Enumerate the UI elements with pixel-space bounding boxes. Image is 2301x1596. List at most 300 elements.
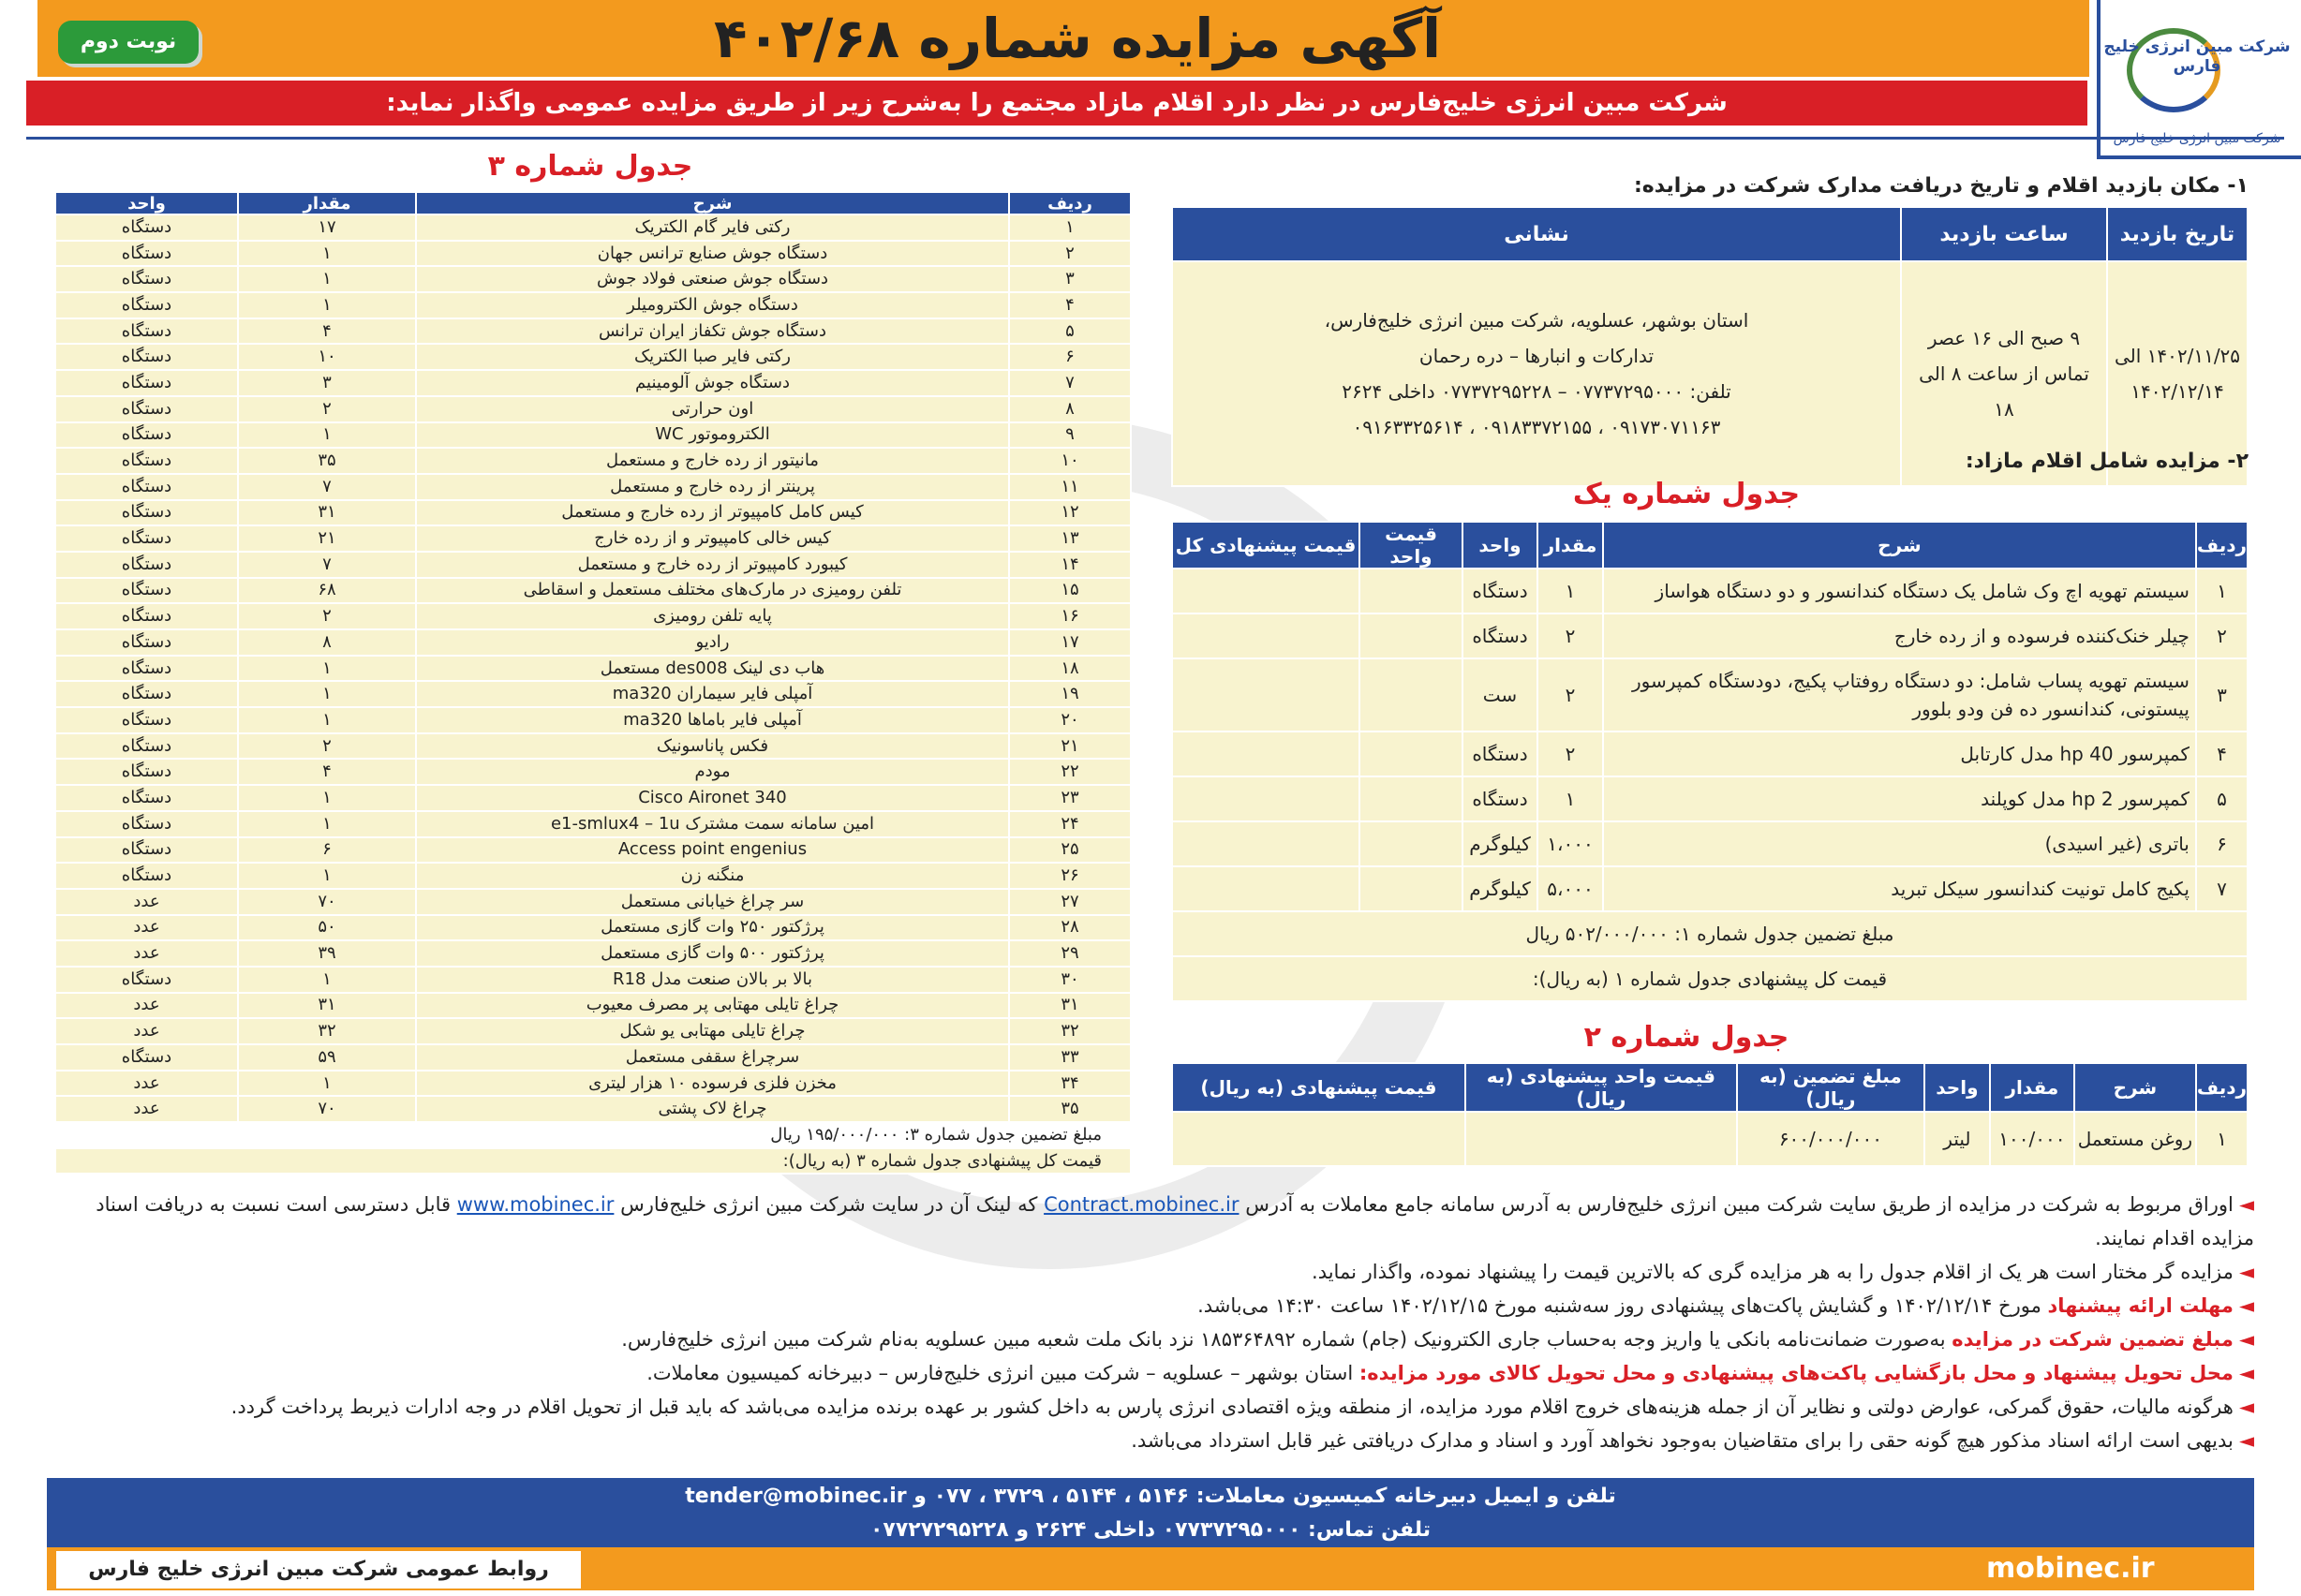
- table-row: [55, 552, 1131, 578]
- unit-price-cell: [1359, 821, 1462, 866]
- address-line: تدارکات و انبارها – دره رحمان: [1418, 345, 1655, 367]
- item-description: چیلر خنک‌کننده فرسوده و از رده خارج: [1603, 613, 2196, 658]
- table-row: [1172, 776, 2248, 821]
- item-quantity: ۱: [238, 681, 416, 707]
- table3-total-label: قیمت کل پیشنهادی جدول شماره ۳ (به ریال):: [55, 1148, 1131, 1175]
- total-price-cell: [1172, 732, 1359, 776]
- t2-header-unit-price: قیمت واحد پیشنهادی (به ریال): [1465, 1063, 1737, 1112]
- item-quantity: ۶: [238, 837, 416, 864]
- table-row: [55, 993, 1131, 1019]
- subtitle-bar: شرکت مبین انرژی خلیج‌فارس در نظر دارد اقلام مازاد مجتمع را به‌شرح زیر از طریق مزایده عمومی واگذار نماید:: [26, 81, 2087, 126]
- t3-header-row: ردیف: [1009, 192, 1131, 214]
- item-quantity: ۱: [238, 967, 416, 993]
- item-description: مودم: [416, 759, 1009, 785]
- item-unit: دستگاه: [55, 370, 238, 396]
- table-row: [55, 837, 1131, 864]
- divider: [26, 137, 2284, 140]
- table3: [54, 191, 1132, 1175]
- section2-title: ۲- مزایده شامل اقلام مازاد:: [1965, 450, 2249, 473]
- table1-heading: جدول شماره یک: [1572, 478, 1801, 510]
- item-quantity: ۱: [238, 1071, 416, 1097]
- item-unit: دستگاه: [55, 656, 238, 682]
- row-number: ۶: [1009, 344, 1131, 370]
- t2-cell-desc: روغن مستعمل: [2074, 1112, 2196, 1166]
- table-row: [55, 785, 1131, 811]
- item-description: آمپلی فایر سیماران ma320: [416, 681, 1009, 707]
- item-quantity: ۲: [1537, 658, 1603, 732]
- t2-header-desc: شرح: [2074, 1063, 2196, 1112]
- table-row: [55, 396, 1131, 422]
- row-number: ۱۴: [1009, 552, 1131, 578]
- table-row: [55, 915, 1131, 941]
- note-text: هرگونه مالیات، حقوق گمرکی، عوارض دولتی و نظایر آن از جمله هزینه‌های خروج اقلام مورد مزایده، از منطقه ویژه اقتصادی انرژی پارس به داخل کشور بر عهده برنده مزایده می‌باشد که باید قبل از تحویل اقلام در وجه ادارات ذیربط پرداخت گردد.: [230, 1396, 2234, 1418]
- row-number: ۷: [1009, 370, 1131, 396]
- bullet-icon: ◄: [2238, 1193, 2254, 1216]
- t1-header-desc: شرح: [1603, 522, 2196, 569]
- table-row: [55, 1018, 1131, 1044]
- table3-heading: جدول شماره ۳: [487, 150, 693, 183]
- row-number: ۱۷: [1009, 629, 1131, 656]
- item-unit: دستگاه: [1462, 732, 1537, 776]
- item-description: پرژکتور ۵۰۰ وات گازی مستعمل: [416, 940, 1009, 967]
- item-unit: کیلوگرم: [1462, 866, 1537, 911]
- table-row: [55, 318, 1131, 345]
- item-description: سیستم تهویه اچ وک شامل یک دستگاه کندانسور و دو دستگاه هواساز: [1603, 569, 2196, 613]
- table-row: [55, 1044, 1131, 1071]
- row-number: ۲۰: [1009, 707, 1131, 733]
- row-number: ۳: [1009, 266, 1131, 292]
- table-row: [55, 811, 1131, 837]
- item-unit: دستگاه: [55, 500, 238, 526]
- footer-website[interactable]: mobinec.ir: [1986, 1552, 2155, 1585]
- note-text: بدیهی است ارائه اسناد مذکور هیچ گونه حقی را برای متقاضیان به‌وجود نخواهد آورد و اسناد و مدارک دریافتی غیر قابل استرداد می‌باشد.: [1131, 1429, 2234, 1452]
- t2-cell-qty: ۱۰۰/۰۰۰: [1990, 1112, 2074, 1166]
- row-number: ۳: [2196, 658, 2248, 732]
- t2-header-qty: مقدار: [1990, 1063, 2074, 1112]
- row-number: ۲: [2196, 613, 2248, 658]
- table-row: [55, 733, 1131, 760]
- bullet-icon: ◄: [2238, 1294, 2254, 1317]
- item-quantity: ۷: [238, 474, 416, 500]
- item-description: منگنه زن: [416, 863, 1009, 889]
- row-number: ۲۸: [1009, 915, 1131, 941]
- item-unit: دستگاه: [55, 292, 238, 318]
- bullet-icon: ◄: [2238, 1261, 2254, 1283]
- item-description: اون حرارتی: [416, 396, 1009, 422]
- item-quantity: ۱: [238, 241, 416, 267]
- t3-header-qty: مقدار: [238, 192, 416, 214]
- item-description: کمپرسور hp 2 مدل کوپلند: [1603, 776, 2196, 821]
- row-number: ۱۸: [1009, 656, 1131, 682]
- item-description: رکتی فایر صبا الکتریک: [416, 344, 1009, 370]
- item-description: هاب دی لینک des008 مستعمل: [416, 656, 1009, 682]
- item-unit: دستگاه: [55, 474, 238, 500]
- item-unit: دستگاه: [55, 1044, 238, 1071]
- table-row: [55, 759, 1131, 785]
- item-quantity: ۳: [238, 370, 416, 396]
- row-number: ۲۳: [1009, 785, 1131, 811]
- item-unit: دستگاه: [55, 967, 238, 993]
- note-taxes: [47, 1390, 2254, 1424]
- item-unit: دستگاه: [1462, 569, 1537, 613]
- item-quantity: ۷۰: [238, 889, 416, 915]
- item-description: سیستم تهویه پساب شامل: دو دستگاه روفتاپ پکیج، دودستگاه کمپرسور پیستونی، کندانسور ده فن ودو بلوور: [1603, 658, 2196, 732]
- row-number: ۱۶: [1009, 603, 1131, 629]
- item-description: سر چراغ خیابانی مستعمل: [416, 889, 1009, 915]
- visit-time: ۹ صبح الی ۱۶ عصر تماس از ساعت ۸ الی ۱۸: [1901, 261, 2107, 486]
- item-description: Cisco Aironet 340: [416, 785, 1009, 811]
- item-description: بالا بر بالان صنعت مدل R18: [416, 967, 1009, 993]
- item-description: Access point engenius: [416, 837, 1009, 864]
- notes: [47, 1188, 2254, 1457]
- item-description: دستگاه جوش صنعتی فولاد جوش: [416, 266, 1009, 292]
- item-quantity: ۵،۰۰۰: [1537, 866, 1603, 911]
- table1-total-label: قیمت کل پیشنهادی جدول شماره ۱ (به ریال):: [1172, 956, 2248, 1001]
- item-unit: دستگاه: [55, 681, 238, 707]
- table-row: [55, 940, 1131, 967]
- item-quantity: ۷: [238, 552, 416, 578]
- item-quantity: ۱: [238, 656, 416, 682]
- row-number: ۲۱: [1009, 733, 1131, 760]
- table-row: [55, 967, 1131, 993]
- item-unit: دستگاه: [55, 525, 238, 552]
- row-number: ۱: [2196, 569, 2248, 613]
- row-number: ۳۵: [1009, 1096, 1131, 1122]
- item-description: کمپرسور hp 40 مدل کارتابل: [1603, 732, 2196, 776]
- note-no-rights: [47, 1424, 2254, 1457]
- table-row: [55, 629, 1131, 656]
- item-unit: دستگاه: [55, 266, 238, 292]
- table-row: [55, 266, 1131, 292]
- item-quantity: ۱: [238, 707, 416, 733]
- note-text: مورخ ۱۴۰۲/۱۲/۱۴ و گشایش پاکت‌های پیشنهادی روز سه‌شنبه مورخ ۱۴۰۲/۱۲/۱۵ ساعت ۱۴:۳۰ می‌باشد.: [1197, 1294, 2041, 1317]
- table-row: [55, 448, 1131, 474]
- item-unit: دستگاه: [55, 552, 238, 578]
- table-row: [55, 474, 1131, 500]
- address-line: تلفن: ۰۷۷۳۷۲۹۵۰۰۰ – ۰۷۷۳۷۲۹۵۲۲۸ داخلی ۲۶۲۴: [1342, 380, 1731, 403]
- item-unit: عدد: [55, 889, 238, 915]
- item-unit: دستگاه: [55, 759, 238, 785]
- item-description: مانیتور از رده خارج و مستعمل: [416, 448, 1009, 474]
- item-description: پرژکتور ۲۵۰ وات گازی مستعمل: [416, 915, 1009, 941]
- bullet-icon: ◄: [2238, 1396, 2254, 1418]
- table-row: [55, 578, 1131, 604]
- section1-title: ۱- مکان بازدید اقلام و تاریخ دریافت مدارک شرکت در مزایده:: [1633, 174, 2249, 198]
- table-row: [1172, 732, 2248, 776]
- note-text: استان بوشهر – عسلویه – شرکت مبین انرژی خلیج‌فارس – دبیرخانه کمیسیون معاملات.: [646, 1362, 1354, 1384]
- t2-header-unit: واحد: [1924, 1063, 1990, 1112]
- item-quantity: ۱: [238, 266, 416, 292]
- t1-header-unit-price: قیمت واحد: [1359, 522, 1462, 569]
- note-label: مبلغ تضمین شرکت در مزایده: [1952, 1328, 2234, 1351]
- row-number: ۳۱: [1009, 993, 1131, 1019]
- t2-header-total-price: قیمت پیشنهادی (به ریال): [1172, 1063, 1465, 1112]
- item-quantity: ۲: [238, 733, 416, 760]
- header-address: نشانی: [1172, 207, 1901, 261]
- unit-price-cell: [1359, 658, 1462, 732]
- t3-header-desc: شرح: [416, 192, 1009, 214]
- note-selection: [47, 1255, 2254, 1289]
- item-description: مخزن فلزی فرسوده ۱۰ هزار لیتری: [416, 1071, 1009, 1097]
- item-quantity: ۲: [1537, 613, 1603, 658]
- table-row: [55, 214, 1131, 241]
- item-quantity: ۱: [238, 422, 416, 449]
- note-label: محل تحویل پیشنهاد و محل بازگشایی پاکت‌های پیشنهادی و محل تحویل کالای مورد مزایده:: [1358, 1362, 2234, 1384]
- item-unit: عدد: [55, 993, 238, 1019]
- item-quantity: ۷۰: [238, 1096, 416, 1122]
- item-unit: ست: [1462, 658, 1537, 732]
- item-quantity: ۱۷: [238, 214, 416, 241]
- item-description: باتری (غیر اسیدی): [1603, 821, 2196, 866]
- row-number: ۱۱: [1009, 474, 1131, 500]
- table-row: [55, 681, 1131, 707]
- item-quantity: ۴: [238, 318, 416, 345]
- note-delivery: [47, 1356, 2254, 1390]
- item-quantity: ۳۵: [238, 448, 416, 474]
- row-number: ۱۹: [1009, 681, 1131, 707]
- table2: [1171, 1062, 2249, 1167]
- item-unit: دستگاه: [55, 733, 238, 760]
- contract-link[interactable]: Contract.mobinec.ir: [1044, 1193, 1240, 1216]
- table-row: [55, 863, 1131, 889]
- table-row: [1172, 821, 2248, 866]
- t2-cell-unit: لیتر: [1924, 1112, 1990, 1166]
- row-number: ۲۵: [1009, 837, 1131, 864]
- table2-heading: جدول شماره ۲: [1583, 1021, 1789, 1054]
- item-quantity: ۱: [1537, 569, 1603, 613]
- t1-header-row: ردیف: [2196, 522, 2248, 569]
- note-label: مهلت ارائه پیشنهاد: [2047, 1294, 2234, 1317]
- item-description: پکیج کامل تونیت کندانسور سیکل تبرید: [1603, 866, 2196, 911]
- item-unit: عدد: [55, 1096, 238, 1122]
- note-documents: [47, 1188, 2254, 1255]
- item-description: الکتروموتور WC: [416, 422, 1009, 449]
- table-row: [55, 292, 1131, 318]
- item-quantity: ۲۱: [238, 525, 416, 552]
- item-description: کیس خالی کامپیوتر و از رده خارج: [416, 525, 1009, 552]
- unit-price-cell: [1359, 613, 1462, 658]
- table-row: [55, 344, 1131, 370]
- table-row: [55, 707, 1131, 733]
- t2-cell-unit-price: [1465, 1112, 1737, 1166]
- note-text: قابل دسترسی است نسبت به دریافت اسناد مزایده اقدام نمایند.: [96, 1193, 2254, 1249]
- item-unit: دستگاه: [1462, 776, 1537, 821]
- item-quantity: ۱: [238, 292, 416, 318]
- item-unit: دستگاه: [55, 448, 238, 474]
- table-row: [55, 241, 1131, 267]
- item-description: چراغ تایلی مهتابی یو شکل: [416, 1018, 1009, 1044]
- table-row: [1172, 658, 2248, 732]
- table-row: [55, 370, 1131, 396]
- item-description: فکس پاناسونیک: [416, 733, 1009, 760]
- item-unit: دستگاه: [55, 578, 238, 604]
- item-quantity: ۴: [238, 759, 416, 785]
- item-quantity: ۱: [238, 811, 416, 837]
- bullet-icon: ◄: [2238, 1429, 2254, 1452]
- item-unit: عدد: [55, 915, 238, 941]
- item-unit: دستگاه: [55, 785, 238, 811]
- item-description: چراغ تایلی مهتابی پر مصرف معیوب: [416, 993, 1009, 1019]
- total-price-cell: [1172, 613, 1359, 658]
- item-description: رکتی فایر گام الکتریک: [416, 214, 1009, 241]
- t2-header-guarantee: مبلغ تضمین (به ریال): [1737, 1063, 1924, 1112]
- table-row: [1172, 613, 2248, 658]
- item-quantity: ۱: [1537, 776, 1603, 821]
- bullet-icon: ◄: [2238, 1328, 2254, 1351]
- visit-date: ۱۴۰۲/۱۱/۲۵ الی ۱۴۰۲/۱۲/۱۴: [2107, 261, 2248, 486]
- row-number: ۱: [1009, 214, 1131, 241]
- item-unit: دستگاه: [55, 837, 238, 864]
- item-quantity: ۶۸: [238, 578, 416, 604]
- item-unit: دستگاه: [55, 318, 238, 345]
- item-description: دستگاه جوش الکترومیلر: [416, 292, 1009, 318]
- item-unit: دستگاه: [55, 344, 238, 370]
- item-unit: دستگاه: [1462, 613, 1537, 658]
- header-visit-date: تاریخ بازدید: [2107, 207, 2248, 261]
- row-number: ۴: [1009, 292, 1131, 318]
- total-price-cell: [1172, 776, 1359, 821]
- item-description: دستگاه جوش صنایع ترانس جهان: [416, 241, 1009, 267]
- row-number: ۲۲: [1009, 759, 1131, 785]
- row-number: ۸: [1009, 396, 1131, 422]
- item-unit: دستگاه: [55, 629, 238, 656]
- item-unit: عدد: [55, 1018, 238, 1044]
- item-quantity: ۱: [238, 785, 416, 811]
- item-description: آمپلی فایر باماها ma320: [416, 707, 1009, 733]
- row-number: ۲۷: [1009, 889, 1131, 915]
- t1-header-qty: مقدار: [1537, 522, 1603, 569]
- row-number: ۲: [1009, 241, 1131, 267]
- note-text: مزایده گر مختار است هر یک از اقلام جدول را به هر مزایده گری که بالاترین قیمت را پیشنهاد نموده، واگذار نماید.: [1312, 1261, 2234, 1283]
- t1-header-total-price: قیمت پیشنهادی کل: [1172, 522, 1359, 569]
- item-unit: دستگاه: [55, 863, 238, 889]
- unit-price-cell: [1359, 776, 1462, 821]
- row-number: ۲۹: [1009, 940, 1131, 967]
- item-unit: دستگاه: [55, 707, 238, 733]
- note-deadline: [47, 1289, 2254, 1323]
- table-row: [55, 500, 1131, 526]
- t1-header-unit: واحد: [1462, 522, 1537, 569]
- item-quantity: ۵۰: [238, 915, 416, 941]
- item-quantity: ۲: [238, 603, 416, 629]
- bullet-icon: ◄: [2238, 1362, 2254, 1384]
- row-number: ۲۴: [1009, 811, 1131, 837]
- table-row: [55, 656, 1131, 682]
- item-quantity: ۳۹: [238, 940, 416, 967]
- item-unit: دستگاه: [55, 603, 238, 629]
- item-quantity: ۳۱: [238, 500, 416, 526]
- public-relations-label: روابط عمومی شرکت مبین انرژی خلیج فارس: [56, 1551, 581, 1589]
- item-quantity: ۸: [238, 629, 416, 656]
- row-number: ۱۰: [1009, 448, 1131, 474]
- row-number: ۹: [1009, 422, 1131, 449]
- table3-guarantee: مبلغ تضمین جدول شماره ۳: ۱۹۵/۰۰۰/۰۰۰ ریال: [55, 1122, 1131, 1148]
- address-line: استان بوشهر، عسلویه، شرکت مبین انرژی خلیج‌فارس،: [1324, 309, 1749, 332]
- address-line: ۰۹۱۷۳۰۷۱۱۶۳ ، ۰۹۱۸۳۳۷۲۱۵۵ ، ۰۹۱۶۳۳۲۵۶۱۴: [1352, 416, 1721, 438]
- total-price-cell: [1172, 569, 1359, 613]
- item-description: دستگاه جوش تکفاز ایران ترانس: [416, 318, 1009, 345]
- item-description: پایه تلفن رومیزی: [416, 603, 1009, 629]
- row-number: ۳۴: [1009, 1071, 1131, 1097]
- item-description: تلفن رومیزی در مارک‌های مختلف مستعمل و اسقاطی: [416, 578, 1009, 604]
- item-unit: دستگاه: [55, 241, 238, 267]
- item-description: کیبورد کامپیوتر از رده خارج و مستعمل: [416, 552, 1009, 578]
- table-row: [55, 422, 1131, 449]
- unit-price-cell: [1359, 732, 1462, 776]
- item-unit: دستگاه: [55, 396, 238, 422]
- footer-line-email: تلفن و ایمیل دبیرخانه کمیسیون معاملات: ۵۱۴۶ ، ۵۱۴۴ ، ۳۷۲۹ ، ۰۷۷ و tender@mobinec.ir: [685, 1485, 1616, 1508]
- table-row: [55, 525, 1131, 552]
- row-number: ۴: [2196, 732, 2248, 776]
- item-unit: عدد: [55, 1071, 238, 1097]
- item-description: پرینتر از رده خارج و مستعمل: [416, 474, 1009, 500]
- item-unit: کیلوگرم: [1462, 821, 1537, 866]
- row-number: ۳۲: [1009, 1018, 1131, 1044]
- item-unit: دستگاه: [55, 214, 238, 241]
- item-unit: دستگاه: [55, 422, 238, 449]
- footer-line-phone: تلفن تماس: ۰۷۷۳۷۲۹۵۰۰۰ داخلی ۲۶۲۴ و ۰۷۷۲۷۲۹۵۲۲۸: [869, 1518, 1432, 1542]
- total-price-cell: [1172, 821, 1359, 866]
- row-number: ۵: [2196, 776, 2248, 821]
- item-description: دستگاه جوش آلومینیم: [416, 370, 1009, 396]
- website-link[interactable]: www.mobinec.ir: [456, 1193, 615, 1216]
- t2-cell-row: ۱: [2196, 1112, 2248, 1166]
- row-number: ۱۲: [1009, 500, 1131, 526]
- note-text: به‌صورت ضمانت‌نامه بانکی یا واریز وجه به‌حساب جاری الکترونیک (جام) شماره ۱۸۵۳۶۴۸۹۲ نزد بانک ملت شعبه مبین عسلویه به‌نام شرکت مبین انرژی خلیج‌فارس.: [621, 1328, 1946, 1351]
- row-number: ۱۳: [1009, 525, 1131, 552]
- item-quantity: ۱۰: [238, 344, 416, 370]
- table1-guarantee: مبلغ تضمین جدول شماره ۱: ۵۰۲/۰۰۰/۰۰۰ ریال: [1172, 911, 2248, 956]
- logo-text: شرکت مبین انرژی خلیج فارس: [2103, 37, 2291, 77]
- note-text: که لینک آن در سایت شرکت مبین انرژی خلیج‌فارس: [620, 1193, 1038, 1216]
- total-price-cell: [1172, 866, 1359, 911]
- item-description: کیس کامل کامپیوتر از رده خارج و مستعمل: [416, 500, 1009, 526]
- item-description: رادیو: [416, 629, 1009, 656]
- row-number: ۲۶: [1009, 863, 1131, 889]
- item-unit: عدد: [55, 940, 238, 967]
- item-unit: دستگاه: [55, 811, 238, 837]
- table-row: [55, 603, 1131, 629]
- item-quantity: ۱،۰۰۰: [1537, 821, 1603, 866]
- item-quantity: ۵۹: [238, 1044, 416, 1071]
- item-quantity: ۳۱: [238, 993, 416, 1019]
- table-row: [55, 1096, 1131, 1122]
- visit-table: [1171, 206, 2249, 487]
- page-title: آگهی مزایده شماره ۴۰۲/۶۸: [713, 7, 1442, 70]
- table-row: [1172, 866, 2248, 911]
- item-description: چراغ لاک پشتی: [416, 1096, 1009, 1122]
- item-quantity: ۲: [238, 396, 416, 422]
- total-price-cell: [1172, 658, 1359, 732]
- unit-price-cell: [1359, 866, 1462, 911]
- t2-header-row: ردیف: [2196, 1063, 2248, 1112]
- round-badge: نوبت دوم: [58, 21, 199, 64]
- row-number: ۳۰: [1009, 967, 1131, 993]
- table-row: [1172, 569, 2248, 613]
- row-number: ۵: [1009, 318, 1131, 345]
- item-description: امین سامانه سمت مشترک e1-smlux4 – 1u: [416, 811, 1009, 837]
- t3-header-unit: واحد: [55, 192, 238, 214]
- item-description: سرچراغ سقفی مستعمل: [416, 1044, 1009, 1071]
- row-number: ۶: [2196, 821, 2248, 866]
- row-number: ۳۳: [1009, 1044, 1131, 1071]
- table1: [1171, 521, 2249, 1002]
- t2-cell-guarantee: ۶۰۰/۰۰۰/۰۰۰: [1737, 1112, 1924, 1166]
- table-row: [55, 1071, 1131, 1097]
- item-quantity: ۳۲: [238, 1018, 416, 1044]
- t2-cell-total-price: [1172, 1112, 1465, 1166]
- unit-price-cell: [1359, 569, 1462, 613]
